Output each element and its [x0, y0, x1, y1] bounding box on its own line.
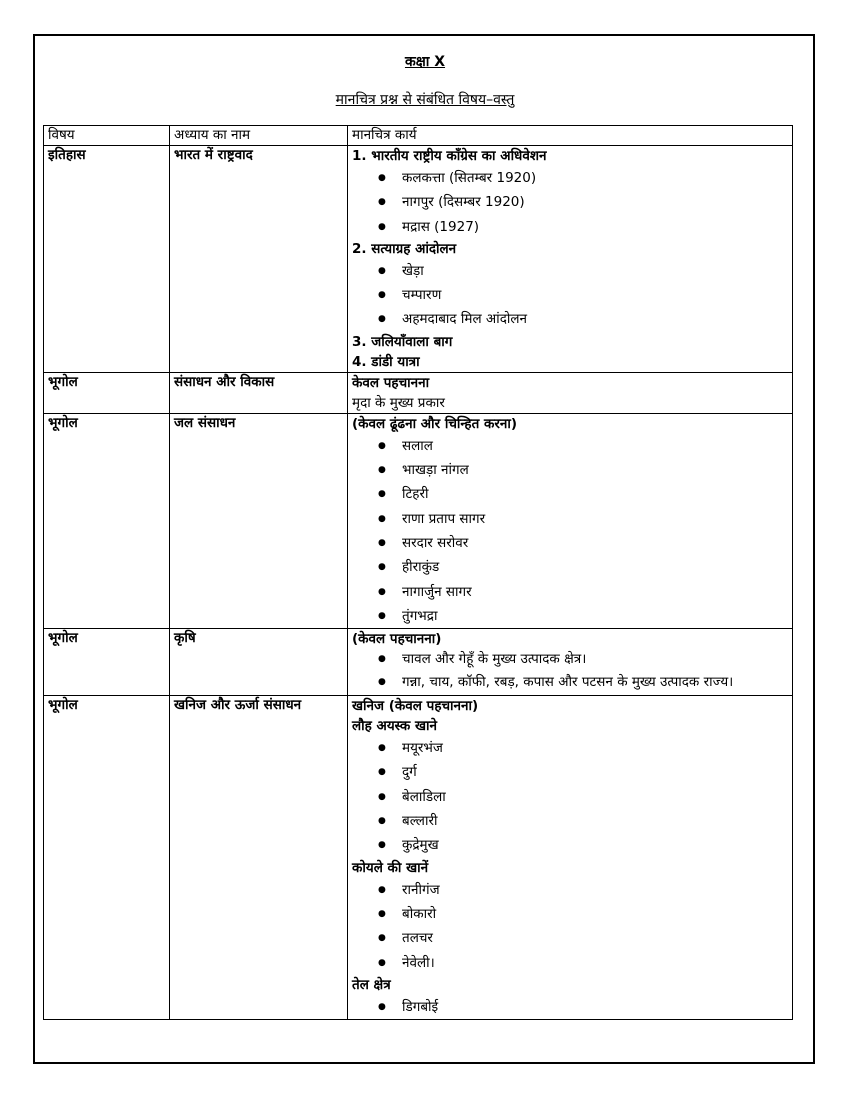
cell-map-work — [348, 372, 793, 413]
cell-map-work — [348, 413, 793, 628]
cell-chapter: संसाधन और विकास — [170, 372, 348, 413]
cell-subject: भूगोल — [44, 372, 170, 413]
section-heading: केवल पहचानना — [352, 374, 430, 391]
list-item: ● बल्लारी — [352, 809, 788, 833]
list-item: ● मयूरभंज — [352, 736, 788, 760]
bullet-list — [352, 878, 788, 975]
bullet-list — [352, 736, 788, 857]
list-item: ● गन्ना, चाय, कॉफी, रबड़, कपास और पटसन के मुख्य उत्पादक राज्य। — [352, 672, 788, 692]
list-item: ● खेड़ा — [352, 259, 788, 283]
section-heading: 3. जलियाँवाला बाग — [352, 333, 453, 350]
list-item: ● कुद्रेमुख — [352, 833, 788, 857]
table-row — [44, 413, 793, 628]
cell-chapter: भारत में राष्ट्रवाद — [170, 146, 348, 373]
section-heading: तेल क्षेत्र — [352, 976, 391, 993]
cell-subject: भूगोल — [44, 629, 170, 696]
cell-chapter: कृषि — [170, 629, 348, 696]
cell-subject: भूगोल — [44, 696, 170, 1020]
table-row — [44, 629, 793, 696]
cell-map-work — [348, 629, 793, 696]
list-item: ● तुंगभद्रा — [352, 604, 788, 628]
list-item: ● नागपुर (दिसम्बर 1920) — [352, 190, 788, 214]
cell-map-work — [348, 146, 793, 373]
table-row — [44, 696, 793, 1020]
list-item: ● दुर्ग — [352, 760, 788, 784]
bullet-list — [352, 434, 788, 628]
list-item: ● भाखड़ा नांगल — [352, 458, 788, 482]
list-item: ● बेलाडिला — [352, 785, 788, 809]
section-heading: खनिज (केवल पहचानना) — [352, 698, 479, 715]
cell-subject: भूगोल — [44, 413, 170, 628]
list-item: ● टिहरी — [352, 482, 788, 506]
list-item: ● सलाल — [352, 434, 788, 458]
section-heading: 1. भारतीय राष्ट्रीय काँग्रेस का अधिवेशन — [352, 148, 547, 164]
cell-chapter: जल संसाधन — [170, 413, 348, 628]
list-item: ● नागार्जुन सागर — [352, 580, 788, 604]
list-item: ● डिगबोई — [352, 995, 788, 1019]
section-heading: लौह अयस्क खाने — [352, 718, 438, 735]
page-title: कक्षा X — [404, 54, 446, 70]
bullet-list — [352, 166, 788, 239]
list-item: ● हीराकुंड — [352, 555, 788, 579]
table-row — [44, 372, 793, 413]
list-item: ● बोकारो — [352, 902, 788, 926]
list-item: ● रानीगंज — [352, 878, 788, 902]
header-map-work: मानचित्र कार्य — [348, 126, 793, 146]
section-heading: (केवल ढूंढना और चिन्हित करना) — [352, 415, 518, 432]
section-heading: (केवल पहचानना) — [352, 631, 442, 648]
map-work-table — [43, 125, 793, 1020]
table-header-row — [44, 126, 793, 146]
list-item: ● सरदार सरोवर — [352, 531, 788, 555]
list-item: ● नेवेली। — [352, 951, 788, 975]
section-heading: 2. सत्याग्रह आंदोलन — [352, 240, 457, 257]
cell-chapter: खनिज और ऊर्जा संसाधन — [170, 696, 348, 1020]
cell-map-work — [348, 696, 793, 1020]
cell-text: मृदा के मुख्य प्रकार — [352, 394, 445, 411]
table-row — [44, 146, 793, 373]
header-chapter: अध्याय का नाम — [170, 126, 348, 146]
list-item: ● मद्रास (1927) — [352, 215, 788, 239]
bullet-list — [352, 259, 788, 332]
section-heading: कोयले की खानें — [352, 859, 429, 876]
header-subject: विषय — [44, 126, 170, 146]
list-item: ● राणा प्रताप सागर — [352, 507, 788, 531]
list-item: ● अहमदाबाद मिल आंदोलन — [352, 307, 788, 331]
list-item: ● कलकत्ता (सितम्बर 1920) — [352, 166, 788, 190]
list-item: ● चम्पारण — [352, 283, 788, 307]
bullet-list — [352, 995, 788, 1019]
bullet-list — [352, 649, 788, 692]
section-heading: 4. डांडी यात्रा — [352, 353, 420, 370]
page-subtitle: मानचित्र प्रश्न से संबंधित विषय–वस्तु — [335, 92, 515, 108]
list-item: ● चावल और गेहूँ के मुख्य उत्पादक क्षेत्र। — [352, 649, 788, 669]
list-item: ● तलचर — [352, 926, 788, 950]
cell-subject: इतिहास — [44, 146, 170, 373]
